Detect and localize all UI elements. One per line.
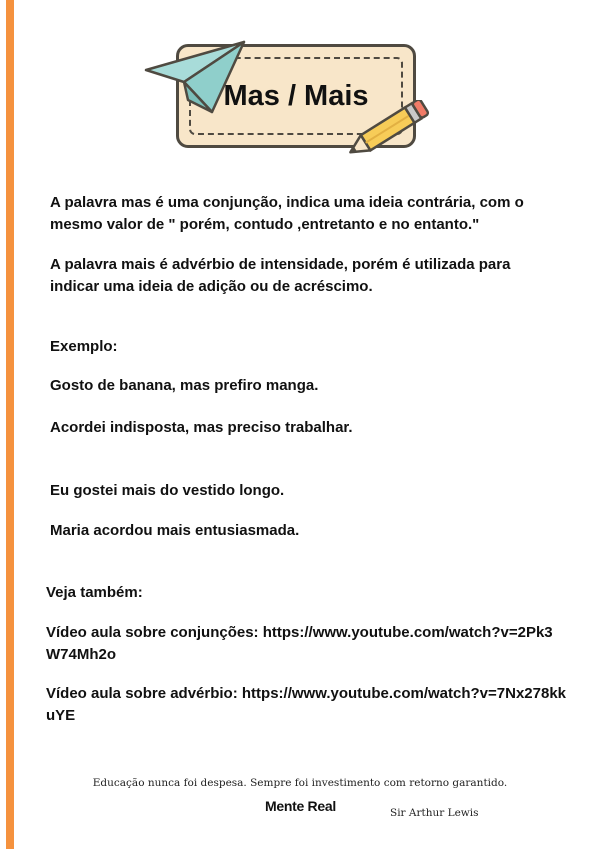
see-also-heading: Veja também: [46, 584, 143, 601]
conjunctions-video-link[interactable]: Vídeo aula sobre conjunções: https://www.youtube.com/watch?v=2Pk3W74Mh2o [46, 624, 553, 663]
pencil-icon [336, 100, 436, 160]
example-item: Eu gostei mais do vestido longo. [50, 482, 285, 499]
examples-heading: Exemplo: [50, 338, 118, 355]
example-item: Gosto de banana, mas prefiro manga. [50, 377, 319, 394]
mais-definition: A palavra mais é advérbio de intensidade, porém é utilizada para indicar uma ideia de adição ou de acréscimo. [50, 256, 511, 295]
title-banner [140, 36, 440, 161]
example-item: Acordei indisposta, mas preciso trabalhar. [50, 419, 353, 436]
mas-definition: A palavra mas é uma conjunção, indica uma ideia contrária, com o mesmo valor de " porém, contudo ,entretanto e no entanto." [50, 194, 524, 233]
adverb-video-link[interactable]: Vídeo aula sobre advérbio: https://www.youtube.com/watch?v=7Nx278kkuYE [46, 685, 566, 724]
page-title: Mas / Mais [223, 80, 369, 112]
brand-name: Mente Real [265, 798, 336, 814]
footer-quote: Educação nunca foi despesa. Sempre foi investimento com retorno garantido. [92, 777, 508, 789]
orange-side-bar [6, 0, 14, 849]
example-item: Maria acordou mais entusiasmada. [50, 522, 300, 539]
quote-author: Sir Arthur Lewis [390, 807, 479, 819]
